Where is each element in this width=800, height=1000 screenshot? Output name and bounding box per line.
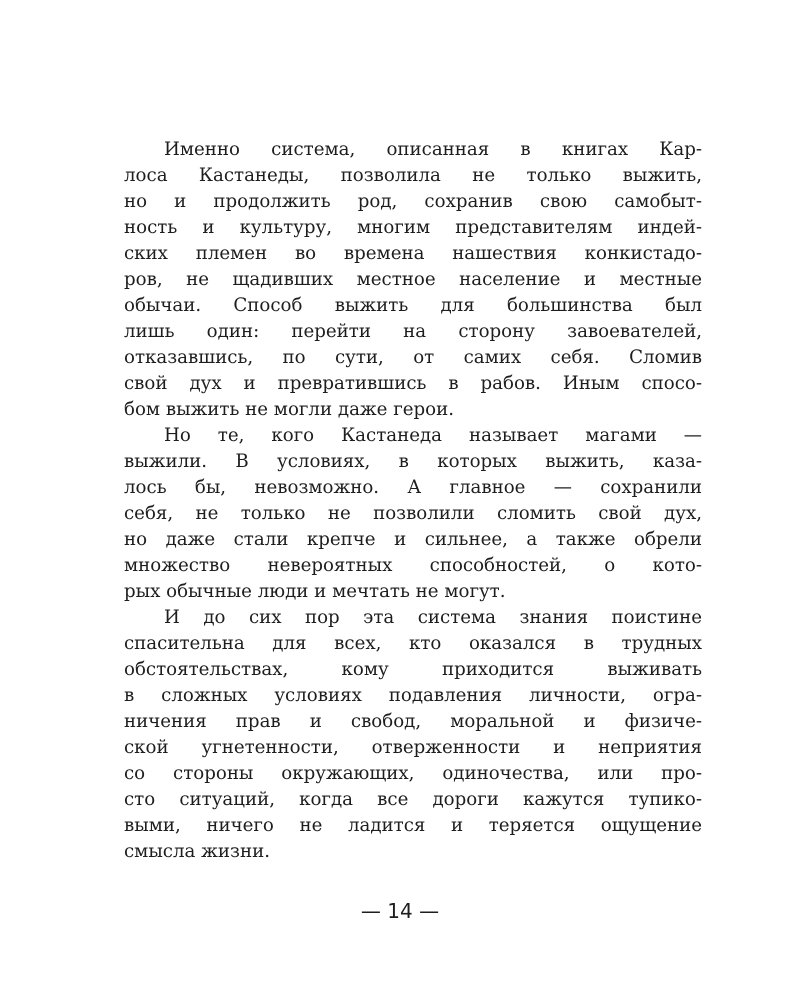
paragraph-3-line-3: обстоятельствах, кому приходится выживать	[124, 659, 702, 680]
paragraph-3-line-1: И до сих пор эта система знания поистине	[164, 607, 702, 628]
paragraph-1-line-3: но и продолжить род, сохранив свою самобыт-	[124, 191, 702, 212]
paragraph-1-line-8: лишь один: перейти на сторону завоевателей,	[124, 321, 702, 342]
paragraph-2-line-1: Но те, кого Кастанеда называет магами —	[164, 425, 702, 446]
paragraph-1-line-9: отказавшись, по сути, от самих себя. Сломив	[124, 347, 702, 368]
paragraph-1-line-5: ских племен во времена нашествия конкистадо-	[124, 243, 702, 264]
paragraph-2-line-2: выжили. В условиях, в которых выжить, каза-	[124, 451, 702, 472]
paragraph-2-line-5: но даже стали крепче и сильнее, а также обрели	[124, 529, 702, 550]
paragraph-2-line-3: лось бы, невозможно. А главное — сохранили	[124, 477, 702, 498]
paragraph-2-line-4: себя, не только не позволили сломить свой дух,	[124, 503, 702, 524]
page-number: — 14 —	[360, 899, 440, 923]
paragraph-3-line-8: сто ситуаций, когда все дороги кажутся тупико-	[124, 789, 702, 810]
body-text	[124, 137, 702, 865]
paragraph-1-line-6: ров, не щадивших местное население и местные	[124, 269, 702, 290]
paragraph-1-line-4: ность и культуру, многим представителям индей-	[124, 217, 702, 238]
paragraph-1-line-1: Именно система, описанная в книгах Кар-	[164, 139, 702, 160]
paragraph-3-line-4: в сложных условиях подавления личности, огра-	[124, 685, 702, 706]
paragraph-1-line-10: свой дух и превратившись в рабов. Иным спосо-	[124, 373, 702, 394]
paragraph-3-line-9: выми, ничего не ладится и теряется ощущение	[124, 815, 702, 836]
paragraph-1-line-2: лоса Кастанеды, позволила не только выжить,	[124, 165, 702, 186]
paragraph-2-line-6: множество невероятных способностей, о кото-	[124, 555, 702, 576]
paragraph-3-line-5: ничения прав и свобод, моральной и физиче-	[124, 711, 702, 732]
paragraph-3-line-2: спасительна для всех, кто оказался в трудных	[124, 633, 702, 654]
paragraph-3-line-10: смысла жизни.	[124, 841, 270, 862]
paragraph-1-line-7: обычаи. Способ выжить для большинства был	[124, 295, 702, 316]
paragraph-1-line-11: бом выжить не могли даже герои.	[124, 399, 454, 420]
paragraph-3-line-6: ской угнетенности, отверженности и неприятия	[124, 737, 702, 758]
paragraph-3-line-7: со стороны окружающих, одиночества, или про-	[124, 763, 702, 784]
paragraph-2-line-7: рых обычные люди и мечтать не могут.	[124, 581, 506, 602]
